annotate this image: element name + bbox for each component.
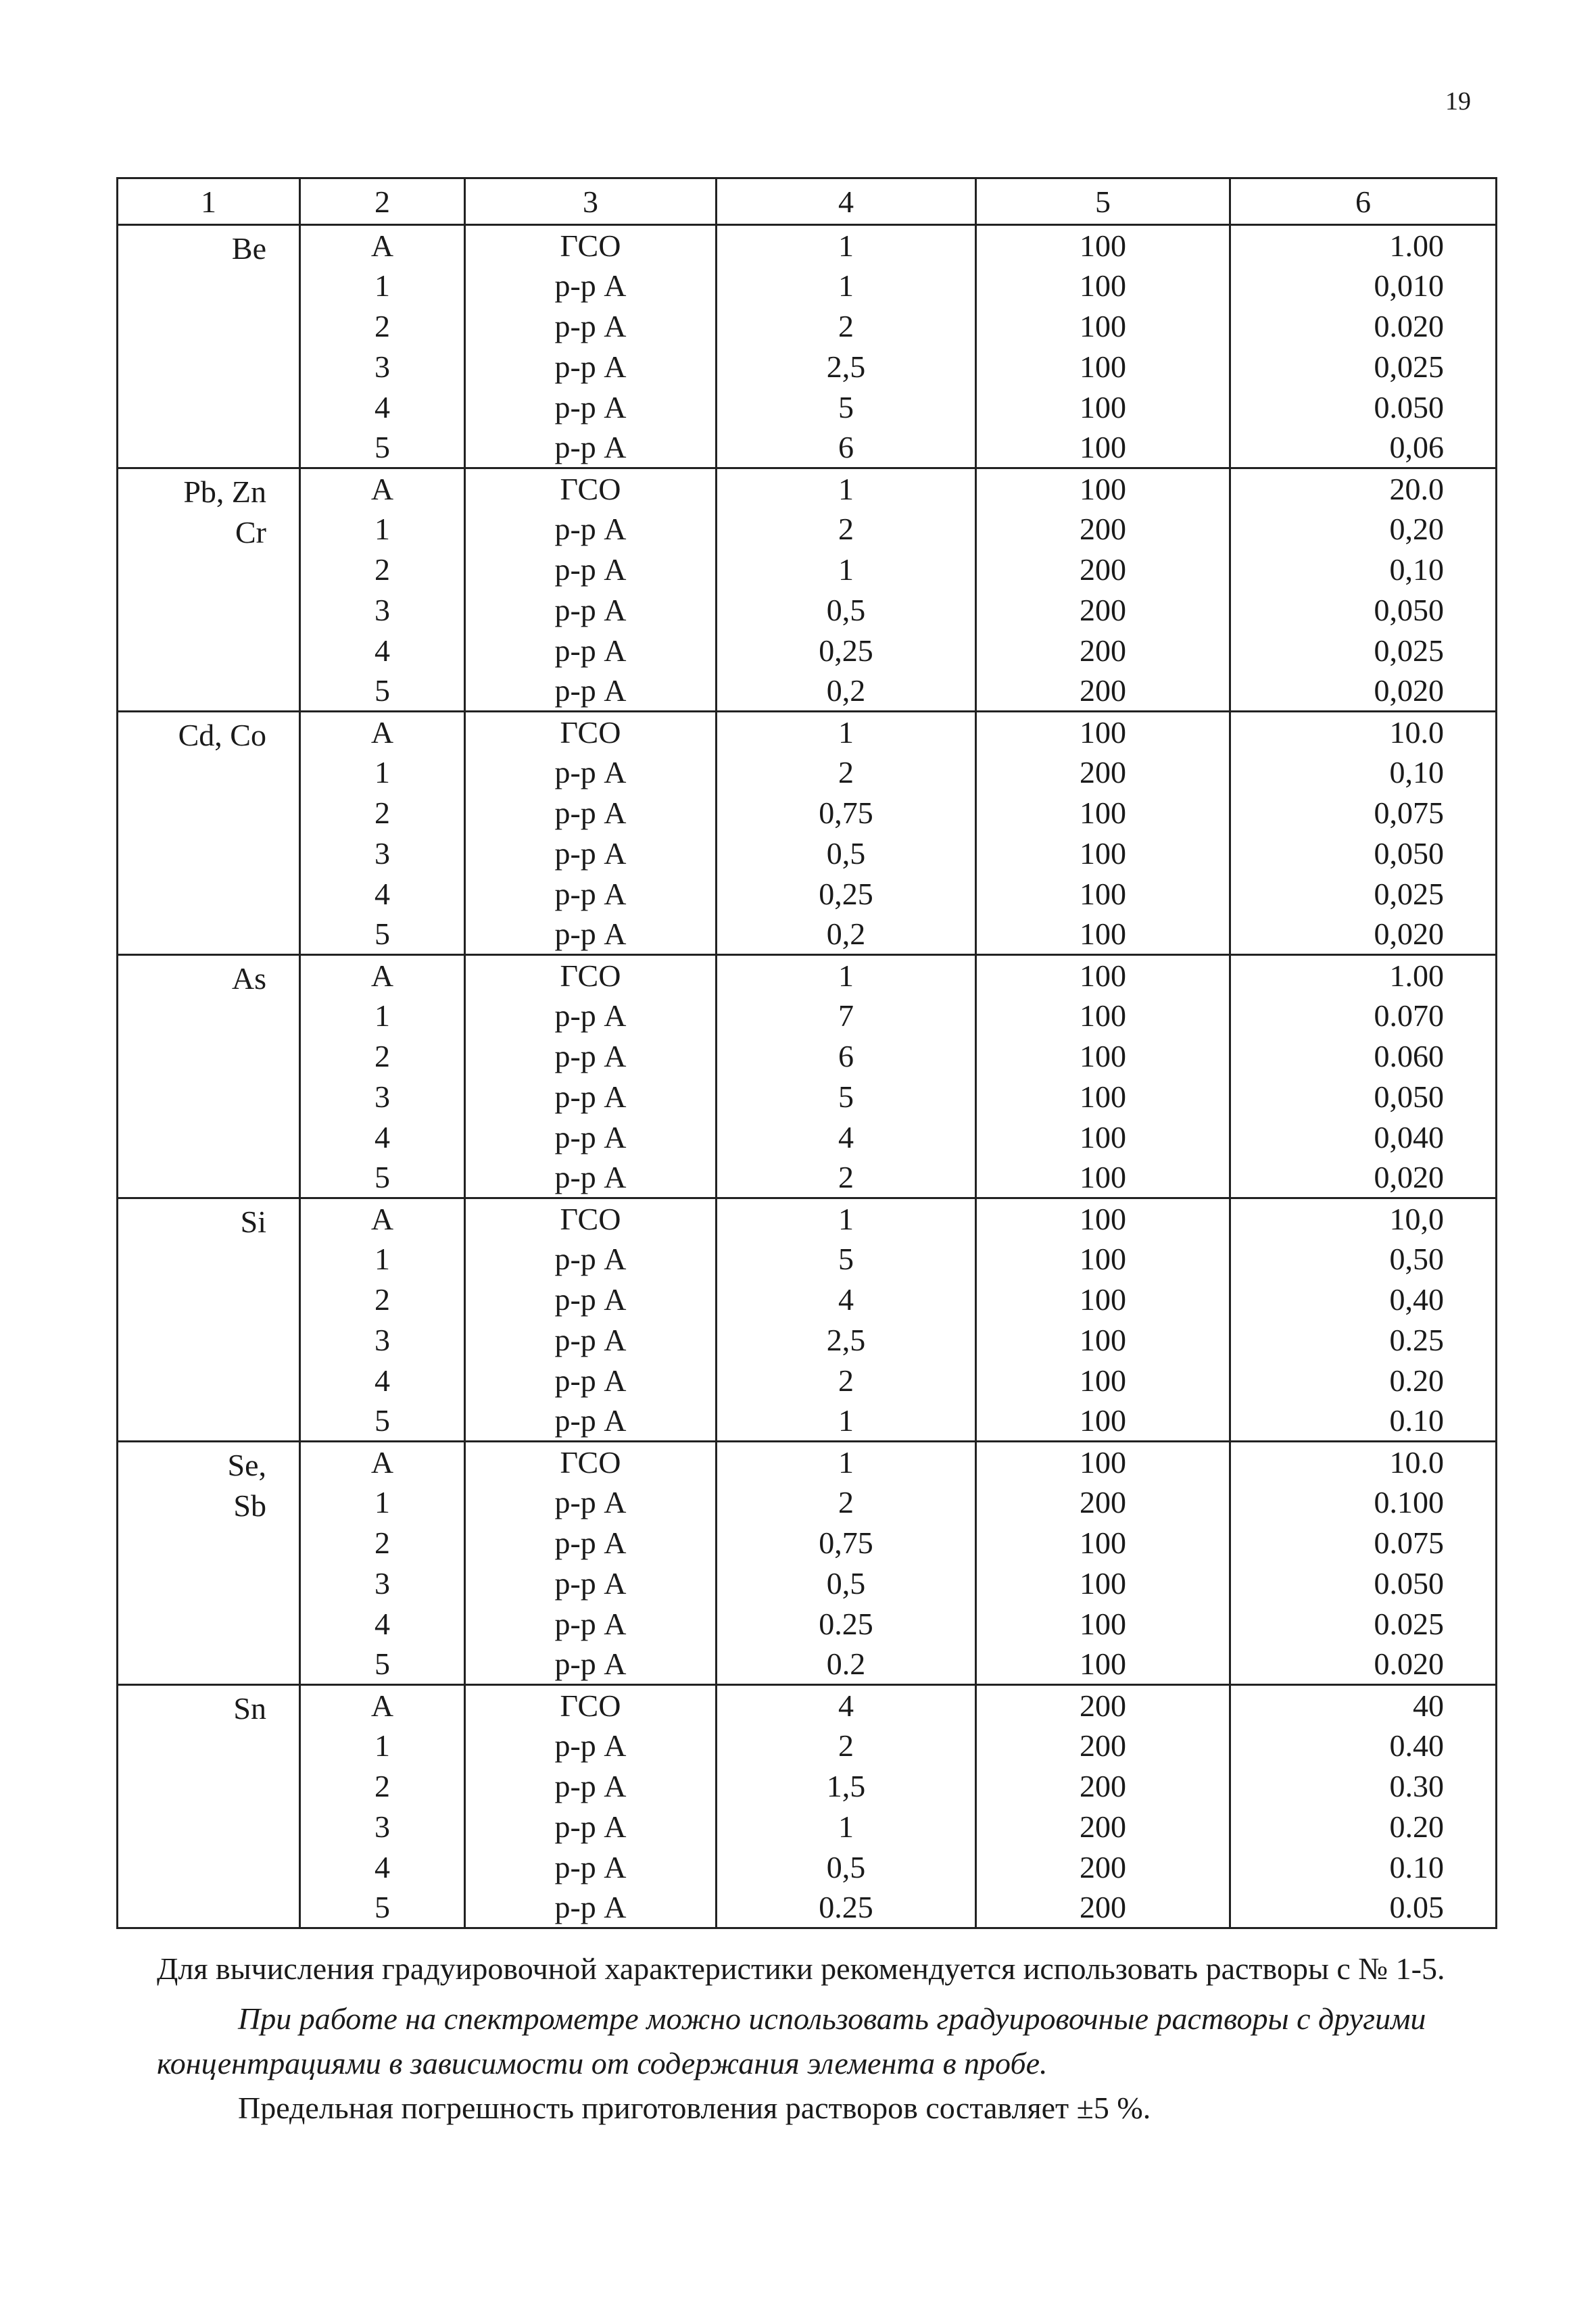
- header-cell: 3: [465, 178, 717, 225]
- flask-volume-cell: 100: [976, 468, 1230, 509]
- source-cell: р-р А: [465, 387, 717, 428]
- solution-id-cell: 4: [300, 1604, 465, 1644]
- aliquot-volume-cell: 7: [717, 996, 976, 1036]
- flask-volume-cell: 100: [976, 1117, 1230, 1158]
- concentration-cell: 0,050: [1230, 833, 1497, 874]
- aliquot-volume-cell: 2: [717, 509, 976, 550]
- flask-volume-cell: 100: [976, 833, 1230, 874]
- table-row: [118, 1117, 1497, 1158]
- flask-volume-cell: 100: [976, 1320, 1230, 1361]
- aliquot-volume-cell: 2,5: [717, 347, 976, 387]
- flask-volume-cell: 200: [976, 671, 1230, 712]
- concentration-cell: 0,020: [1230, 1158, 1497, 1198]
- aliquot-volume-cell: 4: [717, 1685, 976, 1726]
- aliquot-volume-cell: 0,25: [717, 631, 976, 671]
- concentration-cell: 0,025: [1230, 874, 1497, 915]
- solution-id-cell: 4: [300, 387, 465, 428]
- table-row: [118, 996, 1497, 1036]
- flask-volume-cell: 200: [976, 1726, 1230, 1766]
- aliquot-volume-cell: 2: [717, 1726, 976, 1766]
- concentration-cell: 0.075: [1230, 1523, 1497, 1563]
- source-cell: р-р А: [465, 347, 717, 387]
- table-row: [118, 590, 1497, 631]
- flask-volume-cell: 100: [976, 1077, 1230, 1117]
- flask-volume-cell: 100: [976, 1280, 1230, 1320]
- flask-volume-cell: 200: [976, 1685, 1230, 1726]
- concentration-cell: 0,020: [1230, 915, 1497, 955]
- solution-id-cell: 1: [300, 509, 465, 550]
- solution-id-cell: 4: [300, 1847, 465, 1888]
- table-row: [118, 1888, 1497, 1928]
- flask-volume-cell: 100: [976, 1604, 1230, 1644]
- solution-id-cell: 2: [300, 550, 465, 590]
- aliquot-volume-cell: 6: [717, 428, 976, 468]
- source-cell: ГСО: [465, 955, 717, 996]
- aliquot-volume-cell: 0,5: [717, 833, 976, 874]
- flask-volume-cell: 100: [976, 347, 1230, 387]
- flask-volume-cell: 100: [976, 1523, 1230, 1563]
- calibration-table-container: [116, 177, 1495, 1929]
- source-cell: ГСО: [465, 468, 717, 509]
- source-cell: р-р А: [465, 671, 717, 712]
- element-name-cell: Se, Sb: [118, 1442, 300, 1685]
- table-row: [118, 955, 1497, 996]
- concentration-cell: 0,025: [1230, 631, 1497, 671]
- aliquot-volume-cell: 2: [717, 752, 976, 793]
- concentration-cell: 0,050: [1230, 590, 1497, 631]
- table-row: [118, 1604, 1497, 1644]
- solution-id-cell: 1: [300, 266, 465, 306]
- solution-id-cell: 5: [300, 915, 465, 955]
- concentration-cell: 0.10: [1230, 1401, 1497, 1442]
- aliquot-volume-cell: 2: [717, 1361, 976, 1401]
- source-cell: ГСО: [465, 1198, 717, 1239]
- table-row: [118, 1644, 1497, 1685]
- table-row: [118, 1442, 1497, 1482]
- element-name-cell: Si: [118, 1198, 300, 1442]
- concentration-cell: 0.020: [1230, 306, 1497, 347]
- flask-volume-cell: 100: [976, 306, 1230, 347]
- solution-id-cell: A: [300, 225, 465, 266]
- flask-volume-cell: 100: [976, 1198, 1230, 1239]
- solution-id-cell: A: [300, 1198, 465, 1239]
- source-cell: р-р А: [465, 1036, 717, 1077]
- aliquot-volume-cell: 1: [717, 1442, 976, 1482]
- solution-id-cell: 3: [300, 1077, 465, 1117]
- table-row: [118, 428, 1497, 468]
- aliquot-volume-cell: 5: [717, 387, 976, 428]
- aliquot-volume-cell: 0.2: [717, 1644, 976, 1685]
- table-row: [118, 225, 1497, 266]
- aliquot-volume-cell: 0,5: [717, 1847, 976, 1888]
- flask-volume-cell: 100: [976, 225, 1230, 266]
- table-row: [118, 550, 1497, 590]
- concentration-cell: 0,010: [1230, 266, 1497, 306]
- table-row: [118, 833, 1497, 874]
- aliquot-volume-cell: 0,2: [717, 671, 976, 712]
- source-cell: р-р А: [465, 509, 717, 550]
- concentration-cell: 0,050: [1230, 1077, 1497, 1117]
- aliquot-volume-cell: 0.25: [717, 1888, 976, 1928]
- concentration-cell: 0.20: [1230, 1807, 1497, 1847]
- concentration-cell: 0,040: [1230, 1117, 1497, 1158]
- table-row: [118, 1077, 1497, 1117]
- flask-volume-cell: 100: [976, 266, 1230, 306]
- aliquot-volume-cell: 1: [717, 225, 976, 266]
- concentration-cell: 0.050: [1230, 1563, 1497, 1604]
- table-row: [118, 387, 1497, 428]
- solution-id-cell: 5: [300, 1158, 465, 1198]
- solution-id-cell: 2: [300, 1036, 465, 1077]
- solution-id-cell: 2: [300, 1523, 465, 1563]
- concentration-cell: 0.10: [1230, 1847, 1497, 1888]
- flask-volume-cell: 100: [976, 793, 1230, 833]
- element-name-cell: As: [118, 955, 300, 1198]
- table-row: [118, 1726, 1497, 1766]
- flask-volume-cell: 100: [976, 1401, 1230, 1442]
- concentration-cell: 0,10: [1230, 752, 1497, 793]
- solution-id-cell: 2: [300, 306, 465, 347]
- source-cell: р-р А: [465, 1361, 717, 1401]
- table-row: [118, 793, 1497, 833]
- element-name-cell: Be: [118, 225, 300, 468]
- concentration-cell: 0.40: [1230, 1726, 1497, 1766]
- calibration-table: [116, 177, 1497, 1929]
- table-row: [118, 1198, 1497, 1239]
- source-cell: р-р А: [465, 631, 717, 671]
- flask-volume-cell: 100: [976, 1361, 1230, 1401]
- source-cell: р-р А: [465, 915, 717, 955]
- source-cell: р-р А: [465, 1807, 717, 1847]
- flask-volume-cell: 200: [976, 1766, 1230, 1807]
- source-cell: р-р А: [465, 306, 717, 347]
- table-row: [118, 1158, 1497, 1198]
- header-row: [118, 178, 1497, 225]
- concentration-cell: 0,20: [1230, 509, 1497, 550]
- flask-volume-cell: 100: [976, 428, 1230, 468]
- solution-id-cell: 1: [300, 1482, 465, 1523]
- solution-id-cell: A: [300, 712, 465, 752]
- flask-volume-cell: 100: [976, 1239, 1230, 1280]
- table-row: [118, 1361, 1497, 1401]
- aliquot-volume-cell: 2,5: [717, 1320, 976, 1361]
- aliquot-volume-cell: 5: [717, 1239, 976, 1280]
- concentration-cell: 0,40: [1230, 1280, 1497, 1320]
- aliquot-volume-cell: 1: [717, 1401, 976, 1442]
- concentration-cell: 0.25: [1230, 1320, 1497, 1361]
- concentration-cell: 20.0: [1230, 468, 1497, 509]
- concentration-cell: 0,075: [1230, 793, 1497, 833]
- source-cell: р-р А: [465, 1888, 717, 1928]
- concentration-cell: 0.025: [1230, 1604, 1497, 1644]
- header-cell: 5: [976, 178, 1230, 225]
- source-cell: р-р А: [465, 1158, 717, 1198]
- note-calibration-solutions: Для вычисления градуировочной характеристики рекомендуется использовать растворы с № 1-5.: [157, 1951, 1445, 1986]
- table-row: [118, 1401, 1497, 1442]
- table-row: [118, 671, 1497, 712]
- source-cell: р-р А: [465, 428, 717, 468]
- table-row: [118, 509, 1497, 550]
- solution-id-cell: 5: [300, 1888, 465, 1928]
- solution-id-cell: A: [300, 1442, 465, 1482]
- flask-volume-cell: 200: [976, 1847, 1230, 1888]
- aliquot-volume-cell: 1: [717, 266, 976, 306]
- aliquot-volume-cell: 2: [717, 306, 976, 347]
- table-row: [118, 712, 1497, 752]
- solution-id-cell: 3: [300, 347, 465, 387]
- solution-id-cell: 5: [300, 1401, 465, 1442]
- flask-volume-cell: 100: [976, 874, 1230, 915]
- concentration-cell: 0,020: [1230, 671, 1497, 712]
- table-row: [118, 1523, 1497, 1563]
- source-cell: р-р А: [465, 1401, 717, 1442]
- notes-section: [157, 1947, 1502, 2130]
- concentration-cell: 10.0: [1230, 1442, 1497, 1482]
- aliquot-volume-cell: 0,5: [717, 590, 976, 631]
- flask-volume-cell: 100: [976, 915, 1230, 955]
- solution-id-cell: A: [300, 468, 465, 509]
- aliquot-volume-cell: 1: [717, 1198, 976, 1239]
- source-cell: ГСО: [465, 712, 717, 752]
- solution-id-cell: 1: [300, 752, 465, 793]
- element-name-cell: Sn: [118, 1685, 300, 1928]
- flask-volume-cell: 200: [976, 631, 1230, 671]
- source-cell: р-р А: [465, 996, 717, 1036]
- flask-volume-cell: 100: [976, 1036, 1230, 1077]
- flask-volume-cell: 100: [976, 955, 1230, 996]
- solution-id-cell: 1: [300, 1726, 465, 1766]
- table-row: [118, 915, 1497, 955]
- flask-volume-cell: 200: [976, 1888, 1230, 1928]
- source-cell: р-р А: [465, 793, 717, 833]
- source-cell: р-р А: [465, 1644, 717, 1685]
- aliquot-volume-cell: 1: [717, 712, 976, 752]
- aliquot-volume-cell: 0.25: [717, 1604, 976, 1644]
- concentration-cell: 0,025: [1230, 347, 1497, 387]
- source-cell: р-р А: [465, 1847, 717, 1888]
- flask-volume-cell: 100: [976, 387, 1230, 428]
- flask-volume-cell: 100: [976, 996, 1230, 1036]
- concentration-cell: 0.060: [1230, 1036, 1497, 1077]
- concentration-cell: 0.050: [1230, 387, 1497, 428]
- solution-id-cell: 5: [300, 1644, 465, 1685]
- aliquot-volume-cell: 0,2: [717, 915, 976, 955]
- concentration-cell: 0.20: [1230, 1361, 1497, 1401]
- source-cell: р-р А: [465, 1523, 717, 1563]
- flask-volume-cell: 200: [976, 1482, 1230, 1523]
- table-row: [118, 1280, 1497, 1320]
- table-row: [118, 1766, 1497, 1807]
- table-header: [118, 178, 1497, 225]
- aliquot-volume-cell: 1: [717, 550, 976, 590]
- source-cell: ГСО: [465, 225, 717, 266]
- source-cell: р-р А: [465, 1117, 717, 1158]
- flask-volume-cell: 100: [976, 1442, 1230, 1482]
- header-cell: 4: [717, 178, 976, 225]
- concentration-cell: 0.020: [1230, 1644, 1497, 1685]
- table-row: [118, 1320, 1497, 1361]
- aliquot-volume-cell: 1: [717, 468, 976, 509]
- source-cell: ГСО: [465, 1685, 717, 1726]
- concentration-cell: 40: [1230, 1685, 1497, 1726]
- solution-id-cell: 3: [300, 1320, 465, 1361]
- note-other-concentrations: При работе на спектрометре можно использовать градуировочные растворы с другими концентрациями в зависимости от содержания элемента в пробе.: [157, 2001, 1426, 2080]
- table-row: [118, 1482, 1497, 1523]
- flask-volume-cell: 100: [976, 1158, 1230, 1198]
- table-row: [118, 1807, 1497, 1847]
- source-cell: р-р А: [465, 874, 717, 915]
- solution-id-cell: 3: [300, 1563, 465, 1604]
- concentration-cell: 0.05: [1230, 1888, 1497, 1928]
- table-row: [118, 1685, 1497, 1726]
- solution-id-cell: 4: [300, 1361, 465, 1401]
- solution-id-cell: 4: [300, 631, 465, 671]
- table-row: [118, 874, 1497, 915]
- flask-volume-cell: 100: [976, 1563, 1230, 1604]
- concentration-cell: 0.100: [1230, 1482, 1497, 1523]
- solution-id-cell: 4: [300, 874, 465, 915]
- source-cell: р-р А: [465, 1726, 717, 1766]
- source-cell: р-р А: [465, 1604, 717, 1644]
- flask-volume-cell: 200: [976, 752, 1230, 793]
- page-number: 19: [1445, 87, 1471, 116]
- header-cell: 6: [1230, 178, 1497, 225]
- table-row: [118, 1847, 1497, 1888]
- source-cell: р-р А: [465, 1280, 717, 1320]
- table-row: [118, 1036, 1497, 1077]
- flask-volume-cell: 200: [976, 550, 1230, 590]
- aliquot-volume-cell: 6: [717, 1036, 976, 1077]
- concentration-cell: 10.0: [1230, 712, 1497, 752]
- table-body: [118, 225, 1497, 1928]
- concentration-cell: 0.30: [1230, 1766, 1497, 1807]
- aliquot-volume-cell: 1: [717, 1807, 976, 1847]
- note-error-limit: Предельная погрешность приготовления растворов составляет ±5 %.: [238, 2091, 1151, 2125]
- table-row: [118, 1239, 1497, 1280]
- source-cell: р-р А: [465, 1239, 717, 1280]
- source-cell: р-р А: [465, 266, 717, 306]
- solution-id-cell: 4: [300, 1117, 465, 1158]
- aliquot-volume-cell: 1: [717, 955, 976, 996]
- concentration-cell: 0,50: [1230, 1239, 1497, 1280]
- aliquot-volume-cell: 4: [717, 1117, 976, 1158]
- aliquot-volume-cell: 1,5: [717, 1766, 976, 1807]
- table-row: [118, 1563, 1497, 1604]
- concentration-cell: 1.00: [1230, 225, 1497, 266]
- table-row: [118, 306, 1497, 347]
- concentration-cell: 0.070: [1230, 996, 1497, 1036]
- aliquot-volume-cell: 0,75: [717, 793, 976, 833]
- concentration-cell: 10,0: [1230, 1198, 1497, 1239]
- solution-id-cell: 3: [300, 1807, 465, 1847]
- aliquot-volume-cell: 0,5: [717, 1563, 976, 1604]
- solution-id-cell: 2: [300, 1280, 465, 1320]
- source-cell: р-р А: [465, 550, 717, 590]
- source-cell: р-р А: [465, 1563, 717, 1604]
- table-row: [118, 468, 1497, 509]
- solution-id-cell: 1: [300, 996, 465, 1036]
- concentration-cell: 0,06: [1230, 428, 1497, 468]
- flask-volume-cell: 100: [976, 712, 1230, 752]
- table-row: [118, 631, 1497, 671]
- source-cell: р-р А: [465, 590, 717, 631]
- solution-id-cell: 3: [300, 590, 465, 631]
- source-cell: р-р А: [465, 833, 717, 874]
- aliquot-volume-cell: 0,75: [717, 1523, 976, 1563]
- solution-id-cell: 5: [300, 428, 465, 468]
- table-row: [118, 752, 1497, 793]
- solution-id-cell: 2: [300, 793, 465, 833]
- aliquot-volume-cell: 5: [717, 1077, 976, 1117]
- solution-id-cell: 3: [300, 833, 465, 874]
- source-cell: р-р А: [465, 1077, 717, 1117]
- aliquot-volume-cell: 0,25: [717, 874, 976, 915]
- solution-id-cell: 5: [300, 671, 465, 712]
- table-row: [118, 266, 1497, 306]
- element-name-cell: Cd, Co: [118, 712, 300, 955]
- solution-id-cell: A: [300, 1685, 465, 1726]
- source-cell: р-р А: [465, 1482, 717, 1523]
- element-name-cell: Pb, Zn Cr: [118, 468, 300, 712]
- aliquot-volume-cell: 2: [717, 1158, 976, 1198]
- flask-volume-cell: 200: [976, 509, 1230, 550]
- aliquot-volume-cell: 4: [717, 1280, 976, 1320]
- aliquot-volume-cell: 2: [717, 1482, 976, 1523]
- flask-volume-cell: 200: [976, 590, 1230, 631]
- concentration-cell: 1.00: [1230, 955, 1497, 996]
- source-cell: р-р А: [465, 1766, 717, 1807]
- solution-id-cell: 1: [300, 1239, 465, 1280]
- header-cell: 1: [118, 178, 300, 225]
- source-cell: р-р А: [465, 1320, 717, 1361]
- source-cell: ГСО: [465, 1442, 717, 1482]
- header-cell: 2: [300, 178, 465, 225]
- flask-volume-cell: 200: [976, 1807, 1230, 1847]
- flask-volume-cell: 100: [976, 1644, 1230, 1685]
- source-cell: р-р А: [465, 752, 717, 793]
- solution-id-cell: 2: [300, 1766, 465, 1807]
- table-row: [118, 347, 1497, 387]
- concentration-cell: 0,10: [1230, 550, 1497, 590]
- solution-id-cell: A: [300, 955, 465, 996]
